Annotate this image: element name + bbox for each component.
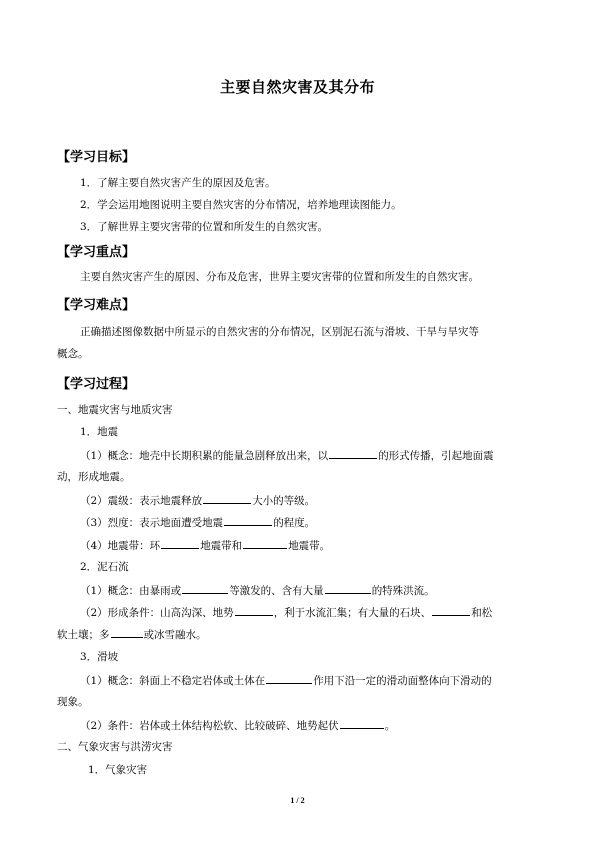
goal-item: 2．学会运用地图说明主要自然灾害的分布情况，培养地理读图能力。 xyxy=(80,199,402,211)
fill-blank[interactable] xyxy=(203,493,251,504)
mudflow-conditions-cont: 软土壤；多 或冰雪融水。 xyxy=(57,629,207,641)
earthquake-belt: （4）地震带：环 地震带和 地震带。 xyxy=(80,540,331,552)
part1-heading: 一、地震灾害与地质灾害 xyxy=(57,404,173,416)
earthquake-intensity: （3）烈度：表示地面遭受地震 的程度。 xyxy=(80,517,316,529)
goal-item: 3．了解世界主要灾害带的位置和所发生的自然灾害。 xyxy=(80,221,329,233)
fill-blank[interactable] xyxy=(224,515,272,526)
landslide-concept-cont: 现象。 xyxy=(57,696,89,708)
landslide-conditions: （2）条件：岩体或土体结构松软、比较破碎、地势起伏 。 xyxy=(80,720,396,732)
earthquake-concept-cont: 动，形成地震。 xyxy=(57,471,131,483)
section-heading-goals: 【学习目标】 xyxy=(57,150,136,165)
fill-blank[interactable] xyxy=(432,605,470,616)
earthquake-heading: 1．地震 xyxy=(80,426,119,438)
difficulties-text: 正确描述图像数据中所显示的自然灾害的分布情况，区别泥石流与滑坡、干旱与旱灾等 xyxy=(80,326,479,338)
page-number: 1 / 2 xyxy=(290,796,305,805)
mudflow-heading: 2．泥石流 xyxy=(80,561,129,573)
fill-blank[interactable] xyxy=(325,583,371,594)
mudflow-concept: （1）概念：由暴雨或 等激发的、含有大量 的特殊洪流。 xyxy=(80,585,435,597)
section-heading-keypoints: 【学习重点】 xyxy=(57,245,136,260)
page-title: 主要自然灾害及其分布 xyxy=(219,78,375,96)
landslide-concept: （1）概念：斜面上不稳定岩体或土体在 作用下沿一定的滑动面整体向下滑动的 xyxy=(80,675,492,687)
fill-blank[interactable] xyxy=(111,627,143,638)
weather-heading: 1．气象灾害 xyxy=(88,764,148,776)
earthquake-concept: （1）概念：地壳中长期积累的能量急剧释放出来，以 的形式传播，引起地面震 xyxy=(80,450,494,462)
keypoints-text: 主要自然灾害产生的原因、分布及危害，世界主要灾害带的位置和所发生的自然灾害。 xyxy=(80,271,479,283)
earthquake-magnitude: （2）震级：表示地震释放 大小的等级。 xyxy=(80,495,316,507)
section-heading-difficulties: 【学习难点】 xyxy=(57,298,136,313)
fill-blank[interactable] xyxy=(340,718,384,729)
fill-blank[interactable] xyxy=(161,538,199,549)
section-heading-process: 【学习过程】 xyxy=(57,377,136,392)
difficulties-text-cont: 概念。 xyxy=(57,348,89,360)
goal-item: 1．了解主要自然灾害产生的原因及危害。 xyxy=(80,177,276,189)
fill-blank[interactable] xyxy=(266,673,312,684)
fill-blank[interactable] xyxy=(243,538,287,549)
part2-heading: 二、气象灾害与洪涝灾害 xyxy=(57,741,173,753)
fill-blank[interactable] xyxy=(329,448,377,459)
landslide-heading: 3．滑坡 xyxy=(80,651,119,663)
fill-blank[interactable] xyxy=(235,605,273,616)
fill-blank[interactable] xyxy=(182,583,228,594)
mudflow-conditions: （2）形成条件：山高沟深、地势 ，利于水流汇集；有大量的石块、 和松 xyxy=(80,607,493,619)
